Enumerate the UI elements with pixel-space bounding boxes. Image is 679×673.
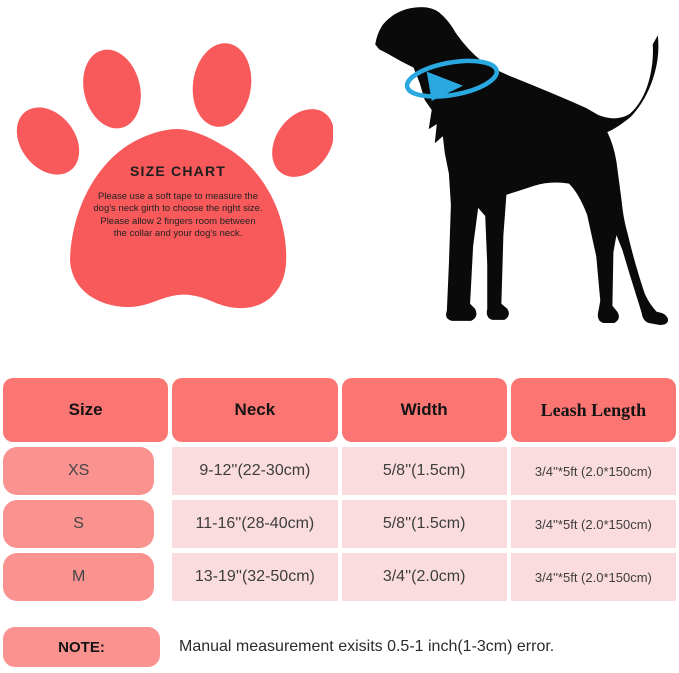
table-row-s-size <box>3 500 168 548</box>
dog-silhouette-icon <box>358 4 673 329</box>
instruction-line: Please use a soft tape to measure the <box>97 191 258 202</box>
header-size: Size <box>3 378 168 442</box>
instruction-line: the collar and your dog's neck. <box>113 228 243 240</box>
note-badge: NOTE: <box>3 627 160 667</box>
header-width: Width <box>342 378 507 442</box>
table-row-m-size <box>3 553 168 601</box>
size-badge: S <box>3 500 154 548</box>
note-row <box>3 627 676 667</box>
paw-print-icon <box>15 28 333 333</box>
cell-leash: 3/4''*5ft (2.0*150cm) <box>511 500 676 548</box>
size-badge: M <box>3 553 154 601</box>
cell-neck: 11-16''(28-40cm) <box>172 500 337 548</box>
cell-width: 5/8''(1.5cm) <box>342 500 507 548</box>
note-text: Manual measurement exisits 0.5-1 inch(1-3cm) error. <box>179 638 555 655</box>
cell-leash: 3/4''*5ft (2.0*150cm) <box>511 553 676 601</box>
header-neck: Neck <box>172 378 337 442</box>
size-badge: XS <box>3 447 154 495</box>
header-leash-length: Leash Length <box>511 378 676 442</box>
cell-neck: 13-19''(32-50cm) <box>172 553 337 601</box>
cell-width: 5/8''(1.5cm) <box>342 447 507 495</box>
cell-neck: 9-12''(22-30cm) <box>172 447 337 495</box>
measuring-instructions <box>63 191 293 241</box>
instruction-line: Please allow 2 fingers room between <box>100 215 256 227</box>
cell-width: 3/4''(2.0cm) <box>342 553 507 601</box>
table-row-xs-size <box>3 447 168 495</box>
cell-leash: 3/4''*5ft (2.0*150cm) <box>511 447 676 495</box>
size-table <box>3 378 676 601</box>
size-chart-title: SIZE CHART <box>130 163 226 179</box>
instruction-line: dog's neck girth to choose the right size. <box>93 203 263 215</box>
